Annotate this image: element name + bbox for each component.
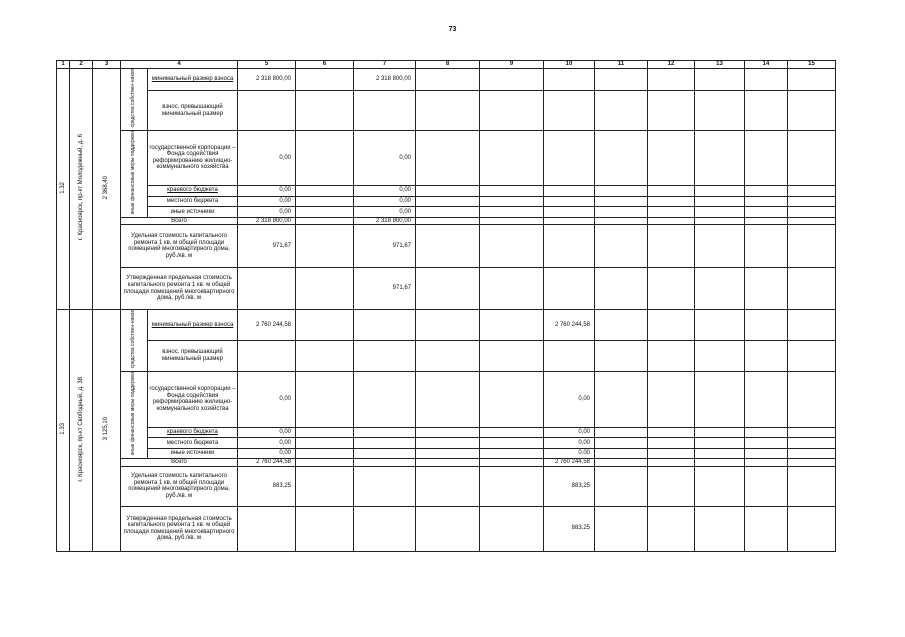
value-col-empty [595, 448, 648, 459]
value-col-empty [745, 466, 788, 506]
value-col-6 [296, 268, 354, 310]
value-col-empty [695, 506, 745, 551]
value-col-empty [648, 91, 695, 130]
value-col-empty [595, 68, 648, 91]
value-col-8 [416, 91, 480, 130]
value-col-empty [745, 91, 788, 130]
value-col-empty [745, 372, 788, 427]
value-col-empty [648, 186, 695, 197]
value-col-empty [745, 225, 788, 268]
value-col-empty [745, 217, 788, 225]
group-owners-cell [121, 68, 148, 130]
value-col-empty [695, 68, 745, 91]
table-row [57, 196, 836, 207]
value-col-7: 2 318 800,00 [354, 68, 416, 91]
value-col-6 [296, 310, 354, 341]
header-cell: 1 [57, 61, 70, 69]
limit-label: Утвержденная предельная стоимость капитального ремонта 1 кв. м общей площади помещений многоквартирного дома, руб./кв. м [121, 506, 238, 551]
value-col-8 [416, 448, 480, 459]
section-1-32 [57, 68, 836, 310]
value-col-9 [480, 68, 544, 91]
value-col-empty [595, 130, 648, 185]
value-col-empty [788, 196, 836, 207]
value-col-empty [788, 438, 836, 449]
value-col-empty [595, 196, 648, 207]
value-col-empty [695, 427, 745, 438]
value-col-empty [648, 217, 695, 225]
value-col-empty [595, 506, 648, 551]
row-label: минимальный размер взноса [148, 68, 238, 91]
value-col-empty [788, 207, 836, 218]
value-col-8 [416, 372, 480, 427]
value-col-empty [788, 466, 836, 506]
value-col-8 [416, 506, 480, 551]
value-col-9 [480, 459, 544, 467]
value-col-9 [480, 466, 544, 506]
value-col-empty [788, 459, 836, 467]
table-row [57, 68, 836, 91]
value-col-empty [695, 217, 745, 225]
value-col-empty [788, 130, 836, 185]
address: г. Красноярск, пр-кт Свободный, д. 38 [77, 376, 84, 482]
value-col-empty [595, 372, 648, 427]
table-row [57, 268, 836, 310]
value-col-empty [745, 459, 788, 467]
value-col-empty [745, 448, 788, 459]
value-col-8 [416, 196, 480, 207]
value-col-5 [238, 91, 296, 130]
header-cell: 8 [416, 61, 480, 69]
value-col-10 [544, 225, 595, 268]
value-col-empty [648, 196, 695, 207]
value-col-5: 0,00 [238, 448, 296, 459]
value-col-empty [595, 225, 648, 268]
row-label: краевого бюджета [148, 427, 238, 438]
value-col-7: 2 318 800,00 [354, 217, 416, 225]
table-row [57, 310, 836, 341]
value-col-empty [745, 340, 788, 371]
limit-label: Утвержденная предельная стоимость капитального ремонта 1 кв. м общей площади помещений многоквартирного дома, руб./кв. м [121, 268, 238, 310]
table-row [57, 427, 836, 438]
group-other-cell [121, 372, 148, 459]
value-col-empty [745, 68, 788, 91]
value-col-5: 971,67 [238, 225, 296, 268]
value-col-empty [788, 91, 836, 130]
value-col-8 [416, 130, 480, 185]
value-col-10 [544, 207, 595, 218]
value-col-8 [416, 310, 480, 341]
address-cell [70, 68, 93, 310]
value-col-7 [354, 310, 416, 341]
value-col-7 [354, 372, 416, 427]
value-col-empty [695, 196, 745, 207]
value-col-empty [648, 448, 695, 459]
row-label: краевого бюджета [148, 186, 238, 197]
value-col-5: 0,00 [238, 186, 296, 197]
value-col-empty [788, 268, 836, 310]
header-cell: 5 [238, 61, 296, 69]
value-col-6 [296, 196, 354, 207]
header-cell: 15 [788, 61, 836, 69]
value-col-empty [695, 310, 745, 341]
value-col-empty [595, 207, 648, 218]
value-col-5 [238, 506, 296, 551]
value-col-10 [544, 196, 595, 207]
value-col-5: 2 318 800,00 [238, 217, 296, 225]
value-col-10: 883,25 [544, 506, 595, 551]
value-col-8 [416, 268, 480, 310]
capital-repair-table [56, 60, 836, 552]
table-row [57, 448, 836, 459]
value-col-empty [595, 186, 648, 197]
value-col-empty [695, 186, 745, 197]
value-col-empty [788, 68, 836, 91]
value-col-10: 0,00 [544, 427, 595, 438]
address: г. Красноярск, пр-кт Молодежный, д. 6 [77, 134, 84, 241]
value-col-8 [416, 427, 480, 438]
value-col-10: 2 760 244,58 [544, 459, 595, 467]
value-col-empty [745, 130, 788, 185]
value-col-7 [354, 438, 416, 449]
value-col-7: 0,00 [354, 186, 416, 197]
table-row [57, 438, 836, 449]
value-col-empty [595, 459, 648, 467]
value-col-10: 0,00 [544, 372, 595, 427]
value-col-empty [745, 268, 788, 310]
value-col-empty [595, 91, 648, 130]
value-col-5: 0,00 [238, 372, 296, 427]
group-owners-label: средства собствен-ников [130, 68, 137, 127]
value-col-empty [695, 438, 745, 449]
row-label: взнос, превышающий минимальный размер [148, 340, 238, 371]
value-col-6 [296, 186, 354, 197]
value-col-empty [695, 448, 745, 459]
table-row [57, 372, 836, 427]
value-col-empty [745, 310, 788, 341]
row-number-cell [57, 68, 70, 310]
value-col-8 [416, 466, 480, 506]
table-row [57, 91, 836, 130]
row-label: взнос, превышающий минимальный размер [148, 91, 238, 130]
value-col-9 [480, 207, 544, 218]
value-col-empty [648, 340, 695, 371]
row-label: минимальный размер взноса [148, 310, 238, 341]
table-row [57, 186, 836, 197]
value-col-8 [416, 459, 480, 467]
section-1-33 [57, 310, 836, 552]
table-row [57, 466, 836, 506]
value-col-5 [238, 340, 296, 371]
value-col-empty [788, 340, 836, 371]
value-col-6 [296, 506, 354, 551]
table-row [57, 340, 836, 371]
header-cell: 13 [695, 61, 745, 69]
value-col-empty [648, 372, 695, 427]
value-col-7 [354, 459, 416, 467]
value-col-empty [648, 438, 695, 449]
value-col-5: 2 760 244,58 [238, 459, 296, 467]
value-col-empty [595, 427, 648, 438]
value-col-empty [595, 438, 648, 449]
area-cell [93, 68, 121, 310]
table-row [57, 459, 836, 467]
value-col-empty [695, 340, 745, 371]
value-col-8 [416, 217, 480, 225]
value-col-6 [296, 340, 354, 371]
header-cell: 12 [648, 61, 695, 69]
value-col-empty [648, 466, 695, 506]
value-col-empty [695, 466, 745, 506]
value-col-6 [296, 459, 354, 467]
value-col-9 [480, 196, 544, 207]
value-col-empty [648, 310, 695, 341]
value-col-empty [788, 217, 836, 225]
value-col-empty [648, 207, 695, 218]
value-col-10 [544, 186, 595, 197]
value-col-10 [544, 130, 595, 185]
value-col-8 [416, 186, 480, 197]
table-row [57, 225, 836, 268]
value-col-9 [480, 438, 544, 449]
area: 3 125,10 [103, 417, 110, 441]
group-other-label: иные финансовые меры поддержки [130, 130, 137, 214]
value-col-6 [296, 68, 354, 91]
total-label: Всего [121, 217, 238, 225]
unit-cost-label: Удельная стоимость капитального ремонта 1 кв. м общей площади помещений многоквартирного дома, руб./кв. м [121, 225, 238, 268]
area-cell [93, 310, 121, 552]
value-col-6 [296, 207, 354, 218]
value-col-empty [648, 130, 695, 185]
value-col-9 [480, 130, 544, 185]
value-col-empty [695, 91, 745, 130]
value-col-empty [595, 466, 648, 506]
value-col-empty [695, 225, 745, 268]
value-col-empty [788, 372, 836, 427]
value-col-5 [238, 268, 296, 310]
group-owners-label: средства собствен-ников [130, 310, 137, 369]
value-col-empty [695, 130, 745, 185]
value-col-empty [648, 268, 695, 310]
value-col-5: 2 318 800,00 [238, 68, 296, 91]
value-col-5: 0,00 [238, 130, 296, 185]
header-row [57, 61, 836, 69]
header-cell: 7 [354, 61, 416, 69]
value-col-7 [354, 448, 416, 459]
value-col-7 [354, 340, 416, 371]
value-col-9 [480, 268, 544, 310]
value-col-empty [648, 459, 695, 467]
row-number: 1.32 [59, 181, 66, 194]
value-col-9 [480, 506, 544, 551]
value-col-8 [416, 225, 480, 268]
value-col-7 [354, 466, 416, 506]
value-col-empty [648, 506, 695, 551]
value-col-5: 0,00 [238, 438, 296, 449]
table-row [57, 506, 836, 551]
value-col-6 [296, 438, 354, 449]
value-col-7 [354, 427, 416, 438]
value-col-empty [648, 225, 695, 268]
row-label: местного бюджета [148, 196, 238, 207]
unit-cost-label: Удельная стоимость капитального ремонта 1 кв. м общей площади помещений многоквартирного дома, руб./кв. м [121, 466, 238, 506]
value-col-5: 0,00 [238, 207, 296, 218]
header-cell: 6 [296, 61, 354, 69]
table-row [57, 217, 836, 225]
value-col-empty [595, 268, 648, 310]
value-col-9 [480, 225, 544, 268]
value-col-6 [296, 130, 354, 185]
row-label: государственной корпорации – Фонда содействия реформированию жилищно-коммунального хозяйства [148, 372, 238, 427]
value-col-empty [788, 448, 836, 459]
header-cell: 3 [93, 61, 121, 69]
group-other-cell [121, 130, 148, 217]
value-col-empty [745, 196, 788, 207]
value-col-10 [544, 68, 595, 91]
value-col-5: 0,00 [238, 196, 296, 207]
value-col-6 [296, 466, 354, 506]
value-col-empty [788, 186, 836, 197]
value-col-10 [544, 340, 595, 371]
table-row [57, 130, 836, 185]
value-col-empty [595, 217, 648, 225]
value-col-10 [544, 91, 595, 130]
header-cell: 4 [121, 61, 238, 69]
value-col-empty [595, 340, 648, 371]
row-number-cell [57, 310, 70, 552]
value-col-6 [296, 91, 354, 130]
value-col-empty [695, 459, 745, 467]
value-col-6 [296, 372, 354, 427]
page-number: 73 [448, 26, 457, 33]
row-label: местного бюджета [148, 438, 238, 449]
value-col-10: 883,25 [544, 466, 595, 506]
value-col-6 [296, 225, 354, 268]
row-number: 1.33 [59, 423, 66, 435]
value-col-empty [788, 427, 836, 438]
value-col-7: 971,67 [354, 225, 416, 268]
value-col-5: 2 760 244,58 [238, 310, 296, 341]
total-label: Всего [121, 459, 238, 467]
value-col-8 [416, 207, 480, 218]
value-col-9 [480, 427, 544, 438]
value-col-empty [788, 506, 836, 551]
value-col-10: 0,00 [544, 448, 595, 459]
value-col-empty [695, 372, 745, 427]
value-col-9 [480, 340, 544, 371]
value-col-9 [480, 372, 544, 427]
value-col-10 [544, 268, 595, 310]
value-col-7: 971,67 [354, 268, 416, 310]
value-col-empty [648, 68, 695, 91]
value-col-9 [480, 217, 544, 225]
value-col-empty [648, 427, 695, 438]
value-col-7: 0,00 [354, 196, 416, 207]
value-col-8 [416, 438, 480, 449]
header-cell: 9 [480, 61, 544, 69]
value-col-10: 0,00 [544, 438, 595, 449]
header-cell: 14 [745, 61, 788, 69]
group-owners-cell [121, 310, 148, 372]
value-col-7: 0,00 [354, 207, 416, 218]
value-col-5: 0,00 [238, 427, 296, 438]
value-col-empty [745, 438, 788, 449]
value-col-9 [480, 310, 544, 341]
value-col-empty [695, 207, 745, 218]
value-col-9 [480, 448, 544, 459]
value-col-empty [595, 310, 648, 341]
value-col-7: 0,00 [354, 130, 416, 185]
value-col-6 [296, 448, 354, 459]
value-col-7 [354, 506, 416, 551]
value-col-10: 2 760 244,58 [544, 310, 595, 341]
value-col-empty [745, 186, 788, 197]
row-label: иные источники [148, 207, 238, 218]
value-col-7 [354, 91, 416, 130]
value-col-8 [416, 340, 480, 371]
group-other-label: иные финансовые меры поддержки [130, 372, 137, 456]
value-col-9 [480, 91, 544, 130]
row-label: иные источники [148, 448, 238, 459]
value-col-6 [296, 427, 354, 438]
value-col-empty [788, 225, 836, 268]
value-col-9 [480, 186, 544, 197]
row-label: государственной корпорации – Фонда содействия реформированию жилищно-коммунального хозяйства [148, 130, 238, 185]
value-col-empty [745, 506, 788, 551]
value-col-8 [416, 68, 480, 91]
value-col-6 [296, 217, 354, 225]
value-col-empty [788, 310, 836, 341]
value-col-5: 883,25 [238, 466, 296, 506]
address-cell [70, 310, 93, 552]
value-col-10 [544, 217, 595, 225]
header-cell: 10 [544, 61, 595, 69]
value-col-empty [745, 427, 788, 438]
header-cell: 11 [595, 61, 648, 69]
value-col-empty [745, 207, 788, 218]
header-cell: 2 [70, 61, 93, 69]
table-row [57, 207, 836, 218]
value-col-empty [695, 268, 745, 310]
area: 2 368,40 [103, 175, 110, 200]
